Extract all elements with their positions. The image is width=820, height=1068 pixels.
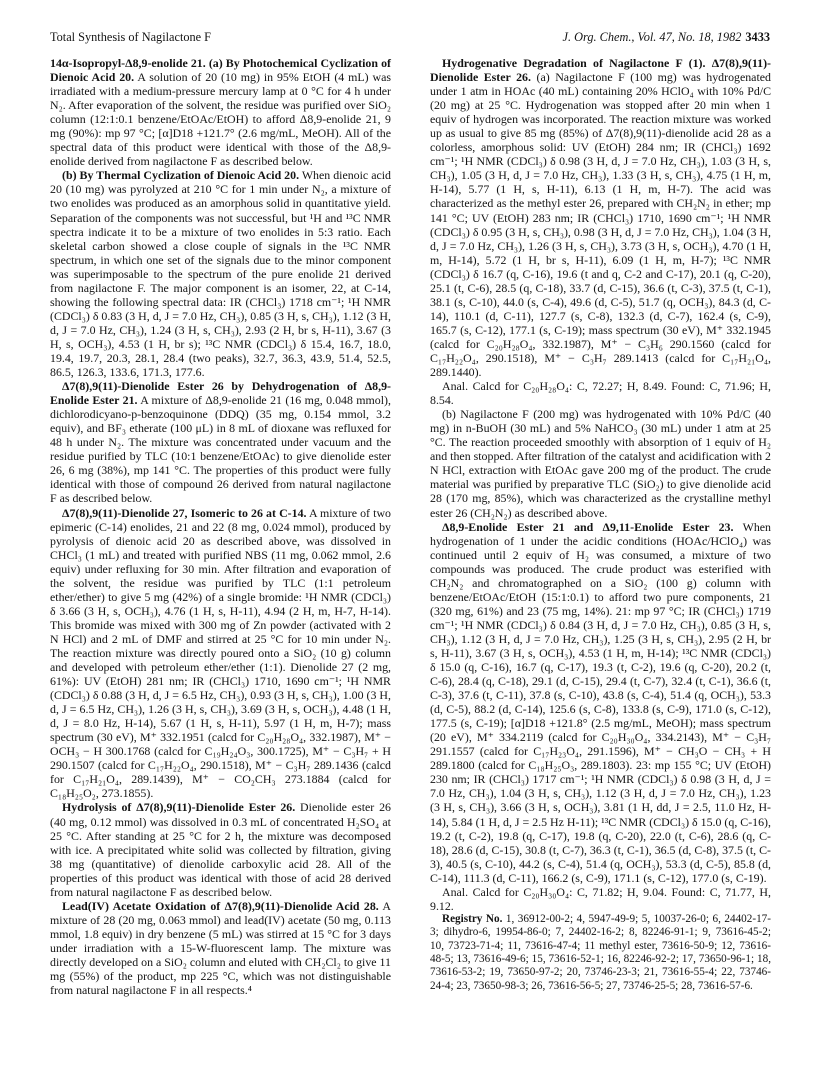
paragraph	[50, 899, 391, 997]
paragraph	[50, 379, 391, 505]
right-column	[430, 56, 771, 993]
paragraph	[430, 379, 771, 407]
journal-name: J. Org. Chem., Vol. 47, No. 18, 1982	[562, 30, 742, 44]
paragraph-text: A mixture of two epimeric (C-14) enolides, 21 and 22 (8 mg, 0.024 mmol), produced by pyrolysis of dienoic acid 20 as described above, was dissolved in CHCl₃ (1 mL) and treated with purified NBS (11 mg, 0.062 mmol, 2.6 equiv) under refluxing for 30 min. After filtration and evaporation of the solvent, the residue was purified by TLC (1:1 petroleum ether/ether) to give 5 mg (42%) of a single bromide: ¹H NMR (CDCl₃) δ 3.66 (3 H, s, OCH₃), 4.76 (1 H, s, H-11), 4.94 (2 H, m, H-7, H-14). This bromide was mixed with 300 mg of Zn powder (activated with 2 N HCl) and 2 mL of DMF and stirred at 25 °C for 10 min under N₂. The reaction mixture was directly poured onto a SiO₂ (10 g) column and developed with petroleum ether/ether (1:1). Dienolide 27 (2 mg, 61%): UV (EtOH) 281 nm; IR (CHCl₃) 1710, 1690 cm⁻¹; ¹H NMR (CDCl₃) δ 0.88 (3 H, d, J = 6.5 Hz, CH₃), 0.93 (3 H, s, CH₃), 1.00 (3 H, d, J = 6.5 Hz, CH₃), 1.26 (3 H, s, CH₃), 3.69 (3 H, s, OCH₃), 4.48 (1 H, d, J = 8.0 Hz, H-14), 5.67 (1 H, s, H-11), 5.97 (1 H, m, H-7); mass spectrum (30 eV), M⁺ 332.1951 (calcd for C₂₀H₂₈O₄, 332.1987), M⁺ − OCH₃ − H 300.1768 (calcd for C₁₉H₂₄O₃, 300.1725), M⁺ − C₃H₇ + H 290.1507 (calcd for C₁₇H₂₂O₄, 290.1518), M⁺ − C₃H₇ 289.1436 (calcd for C₁₇H₂₁O₄, 289.1439), M⁺ − CO₂CH₃ 273.1884 (calcd for C₁₈H₂₅O₂, 273.1855).	[50, 505, 391, 801]
registry-label: Registry No.	[442, 912, 503, 925]
paragraph-text: When dienoic acid 20 (10 mg) was pyrolyzed at 210 °C for 1 min under N₂, a mixture of two enolides was produced as an amorphous solid in quantitative yield. Separation of the components was not successful, but ¹H and ¹³C NMR spectra indicate it to be a mixture of two enolides in 5:3 ratio. Each skeletal carbon showed a close couple of signals in the ¹³C NMR spectrum, in which one set of the signals due to the minor component was superimposable to the spectrum of the pure enolide 21 derived from nagilactone F. The major component is an isomer, 22, at C-14, showing the following spectral data: IR (CHCl₃) 1718 cm⁻¹; ¹H NMR (CDCl₃) δ 0.83 (3 H, d, J = 7.0 Hz, CH₃), 0.85 (3 H, s, CH₃), 1.12 (3 H, d, J = 7.0 Hz, CH₃), 1.24 (3 H, s, CH₃), 2.93 (2 H, br s, H-11), 3.67 (3 H, s, OCH₃), 4.53 (1 H, br s); ¹³C NMR (CDCl₃) δ 15.4, 16.7, 18.0, 19.4, 19.7, 20.3, 28.1, 28.4 (two peaks), 32.7, 36.3, 43.9, 51.4, 52.5, 86.5, 126.3, 133.6, 171.3, 177.6.	[50, 168, 392, 380]
paragraph-heading: Lead(IV) Acetate Oxidation of Δ7(8),9(11)-Dienolide Acid 28.	[62, 898, 379, 913]
paragraph	[430, 885, 771, 913]
paragraph-text: A mixture of 28 (20 mg, 0.063 mmol) and lead(IV) acetate (50 mg, 0.113 mmol, 1.8 equiv) in dry benzene (5 mL) was stirred at 15 °C for 3 days under irradiation with a 15-W-fluorescent lamp. The mixture was directly developed on a SiO₂ column and eluted with CH₂Cl₂ to give 11 mg (55%) of the product, mp 225 °C, which was not distinguishable from natural nagilactone F in all respects.⁴	[50, 898, 391, 998]
paragraph-heading: Hydrogenative Degradation of Nagilactone F (1). Δ7(8),9(11)-Dienolide Ester 26.	[430, 56, 771, 85]
paragraph-text: Anal. Calcd for C₂₀H₃₀O₄: C, 71.82; H, 9.04. Found: C, 71.77, H, 9.12.	[430, 884, 771, 913]
paragraph-text: (b) Nagilactone F (200 mg) was hydrogenated with 10% Pd/C (40 mg) in n-BuOH (30 mL) and 5% NaHCO₃ (30 mL) under 1 atm at 25 °C. The reaction proceeded smoothly with absorption of 1 equiv of H₂ and then stopped. After filtration of the catalyst and acidification with 2 N HCl, extraction with EtOAc gave 200 mg of the product. The crude material was purified by preparative TLC (SiO₂) to give dienolide acid 28 (170 mg, 85%), which was characterized as the crystalline methyl ester 26 (CH₂N₂) as described above.	[430, 407, 771, 520]
paragraph-text: A solution of 20 (10 mg) in 95% EtOH (4 mL) was irradiated with a medium-pressure mercury lamp at 0 °C for 4 h under N₂. After evaporation of the solvent, the residue was purified over SiO₂ column (12:1:0.1 benzene/EtOAc/EtOH) to afford Δ8,9-enolide 21, 9 mg (90%): mp 97 °C; [α]D18 +121.7° (2.6 mg/mL, MeOH). All of the spectral data of this product were identical with those of the Δ8,9-enolide derived from nagilactone F as described below.	[50, 70, 391, 169]
paragraph-heading: (b) By Thermal Cyclization of Dienoic Acid 20.	[62, 168, 300, 183]
running-title: Total Synthesis of Nagilactone F	[50, 30, 212, 44]
journal-citation	[563, 30, 770, 45]
paragraph	[430, 407, 771, 519]
left-column	[50, 56, 391, 997]
paragraph-text: A mixture of Δ8,9-enolide 21 (16 mg, 0.048 mmol), dichlorodicyano-p-benzoquinone (DDQ) (35 mg, 0.154 mmol, 3.2 equiv), and BF₃ etherate (100 μL) in 8 mL of dioxane was refluxed for 48 h under N₂. The mixture was concentrated under vacuum and the residue purified by TLC (10:1 benzene/EtOAc) to give dienolide ester 26, 6 mg (38%), mp 141 °C. The properties of this product were fully identical with those of compound 26 derived from natural nagilactone F as described below.	[50, 393, 391, 506]
paragraph-heading: Δ7(8),9(11)-Dienolide 27, Isomeric to 26 at C-14.	[62, 505, 307, 520]
paragraph-text: (a) Nagilactone F (100 mg) was hydrogenated under 1 atm in HOAc (40 mL) containing 20% HClO₄ with 10% Pd/C (20 mg) at 25 °C. Hydrogenation was stopped after 20 min when 1 equiv of hydrogen was incorporated. The reaction mixture was worked up as usual to give 85 mg (85%) of Δ7(8),9(11)-dienolide acid 28 as a colorless, amorphous solid: UV (EtOH) 284 nm; IR (CHCl₃) 1692 cm⁻¹; ¹H NMR (CDCl₃) δ 0.98 (3 H, d, J = 7.0 Hz, CH₃), 1.03 (3 H, s, CH₃), 1.05 (3 H, d, J = 7.0 Hz, CH₃), 1.33 (3 H, s, CH₃), 4.75 (1 H, m, H-14), 5.77 (1 H, s, H-11), 6.13 (1 H, m, H-7). The acid was characterized as the methyl ester 26, prepared with CH₂N₂ in ether; mp 141 °C; UV (EtOH) 283 nm; IR (CHCl₃) 1710, 1690 cm⁻¹; ¹H NMR (CDCl₃) δ 0.95 (3 H, s, CH₃), 0.98 (3 H, d, J = 7.0 Hz, CH₃), 1.04 (3 H, d, J = 7.0 Hz, CH₃), 1.26 (3 H, s, CH₃), 3.73 (3 H, s, OCH₃), 4.70 (1 H, m, H-14), 5.72 (1 H, br s, H-11), 6.09 (1 H, m, H-7); ¹³C NMR (CDCl₃) δ 16.7 (q, C-16), 19.6 (t and q, C-2 and C-17), 20.1 (q, C-20), 25.1 (t, C-6), 28.5 (q, C-18), 33.7 (d, C-15), 36.6 (t, C-3), 37.5 (t, C-1), 38.1 (s, C-10), 44.0 (s, C-4), 49.6 (d, C-5), 51.7 (q, OCH₃), 84.3 (d, C-14), 110.1 (d, C-11), 127.7 (s, C-8), 132.3 (d, C-7), 162.4 (s, C-9), 165.7 (s, C-12), 177.1 (s, C-19); mass spectrum (30 eV), M⁺ 332.1945 (calcd for C₂₀H₂₈O₄, 332.1987), M⁺ − C₃H₆ 290.1560 (calcd for C₁₇H₂₂O₄, 290.1518), M⁺ − C₃H₇ 289.1413 (calcd for C₁₇H₂₁O₄, 289.1440).	[430, 70, 771, 380]
paragraph	[50, 506, 391, 801]
paragraph-text: When hydrogenation of 1 under the acidic conditions (HOAc/HClO₄) was continued until 2 equiv of H₂ was consumed, a mixture of two compounds was produced. The crude product was esterified with CH₂N₂ and chromatographed on a SiO₂ (100 g) column with benzene/EtOAc/EtOH (15:1:0.1) to afford two pure components, 21 (320 mg, 61%) and 23 (75 mg, 14%). 21: mp 97 °C; IR (CHCl₃) 1719 cm⁻¹; ¹H NMR (CDCl₃) δ 0.84 (3 H, d, J = 7.0 Hz, CH₃), 0.85 (3 H, s, CH₃), 1.12 (3 H, d, J = 7.0 Hz, CH₃), 1.25 (3 H, s, CH₃), 2.95 (2 H, br s, H-11), 3.67 (3 H, s, OCH₃), 4.53 (1 H, m, H-14); ¹³C NMR (CDCl₃) δ 15.0 (q, C-16), 16.7 (q, C-17), 19.3 (t, C-2), 19.6 (q, C-20), 20.2 (t, C-6), 28.4 (q, C-18), 29.1 (d, C-15), 29.4 (t, C-7), 32.4 (t, C-1), 36.6 (t, C-3), 37.6 (t, C-11), 37.8 (s, C-10), 43.8 (s, C-4), 51.4 (q, OCH₃), 53.3 (d, C-5), 88.2 (d, C-14), 125.6 (s, C-8), 133.8 (s, C-9), 171.0 (s, C-12), 177.5 (s, C-19); [α]D18 +121.8° (2.5 mg/mL, MeOH); mass spectrum (20 eV), M⁺ 334.2119 (calcd for C₂₀H₃₀O₄, 334.2143), M⁺ − C₃H₇ 291.1557 (calcd for C₁₇H₂₃O₄, 291.1596), M⁺ − CH₃O − CH₃ + H 289.1800 (calcd for C₁₈H₂₅O₃, 289.1803). 23: mp 155 °C; UV (EtOH) 230 nm; IR (CHCl₃) 1717 cm⁻¹; ¹H NMR (CDCl₃) δ 0.98 (3 H, d, J = 7.0 Hz, CH₃), 1.04 (3 H, s, CH₃), 1.12 (3 H, d, J = 7.0 Hz, CH₃), 1.23 (3 H, s, CH₃), 3.66 (3 H, s, OCH₃), 3.81 (1 H, dd, J = 2.5, 11.0 Hz, H-14), 5.84 (1 H, d, J = 2.5 Hz H-11); ¹³C NMR (CDCl₃) δ 15.0 (q, C-16), 19.2 (t, C-2), 19.8 (q, C-17), 19.8 (q, C-20), 22.0 (t, C-6), 28.6 (q, C-18), 28.6 (d, C-15), 30.8 (t, C-7), 36.3 (t, C-1), 36.5 (d, C-8), 37.5 (t, C-3), 40.5 (s, C-10), 44.2 (s, C-4), 51.4 (q, OCH₃), 53.3 (d, C-5), 85.8 (d, C-14), 111.3 (d, C-11), 166.2 (s, C-9), 171.1 (s, C-12), 177.0 (s, C-19).	[430, 519, 771, 885]
paragraph	[430, 56, 771, 379]
running-header	[50, 30, 770, 48]
registry-numbers	[430, 913, 771, 993]
paragraph	[50, 56, 391, 168]
paragraph-heading: Δ7(8),9(11)-Dienolide Ester 26 by Dehydrogenation of Δ8,9-Enolide Ester 21.	[50, 379, 391, 408]
paragraph-heading: Hydrolysis of Δ7(8),9(11)-Dienolide Ester 26.	[62, 800, 296, 815]
registry-text: 1, 36912-00-2; 4, 5947-49-9; 5, 10037-26-0; 6, 24402-17-3; dihydro-6, 19954-86-0; 7, 24402-16-2; 8, 82246-91-1; 9, 73616-45-2; 10, 73723-71-4; 11, 73616-47-4; 11 methyl ester, 73616-50-9; 12, 73616-48-5; 13, 73616-49-6; 15, 73616-52-1; 16, 82246-92-2; 17, 73650-96-1; 18, 73616-53-2; 19, 73650-97-2; 20, 73746-23-3; 21, 73616-55-4; 22, 73746-24-4; 23, 73650-98-3; 26, 73616-56-5; 27, 73746-25-5; 28, 73616-57-6.	[430, 912, 771, 992]
paragraph-heading: Δ8,9-Enolide Ester 21 and Δ9,11-Enolide Ester 23.	[442, 519, 734, 534]
paragraph-text: Dienolide ester 26 (40 mg, 0.12 mmol) was dissolved in 0.3 mL of concentrated H₂SO₄ at 25 °C. After standing at 25 °C for 2 h, the mixture was decomposed with ice. A precipitated white solid was collected by filtration, giving 38 mg (quantitative) of dienolide carboxylic acid 28. All of the properties of this product was identical with those of acid 28 derived from natural nagilactone F as described below.	[50, 800, 391, 899]
paragraph-heading: 14α-Isopropyl-Δ8,9-enolide 21. (a) By Photochemical Cyclization of Dienoic Acid 20.	[50, 56, 391, 85]
page-number: 3433	[745, 30, 770, 44]
paragraph	[430, 520, 771, 885]
paragraph-text: Anal. Calcd for C₂₀H₂₈O₄: C, 72.27; H, 8.49. Found: C, 71.96; H, 8.54.	[430, 379, 771, 408]
paragraph	[50, 800, 391, 898]
paragraph	[50, 168, 391, 379]
